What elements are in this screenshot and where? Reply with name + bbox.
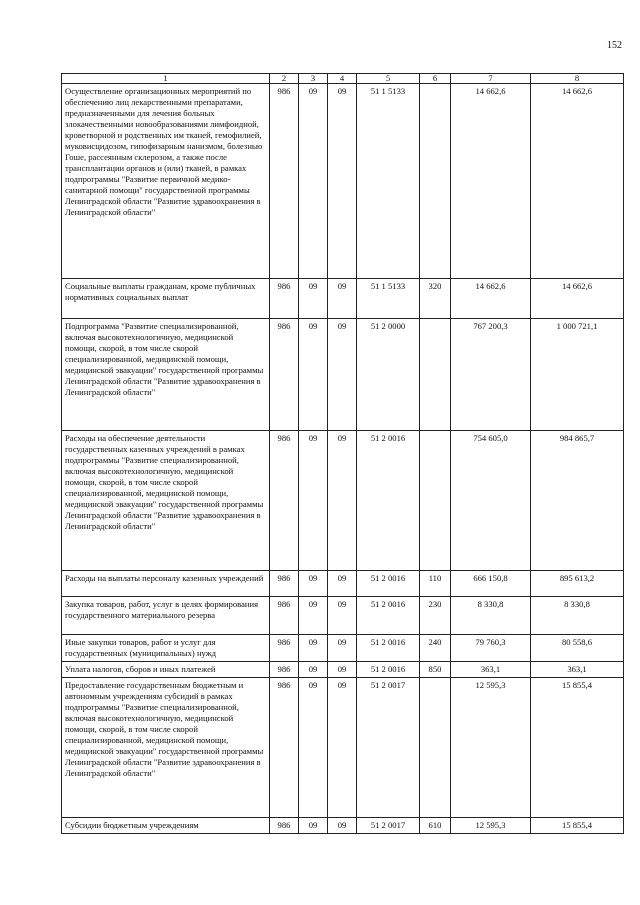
row-amount-1: 14 662,6 (451, 84, 531, 279)
row-ministry-code: 986 (270, 818, 299, 834)
row-amount-2: 1 000 721,1 (531, 319, 624, 431)
row-section-code: 09 (299, 84, 328, 279)
row-subsection-code: 09 (328, 84, 357, 279)
row-description: Расходы на обеспечение деятельности государственных казенных учреждений в рамках подпрограммы "Развитие специализированной, включая высокотехнологичную, медицинской помощи, скорой, в том числе скорой специализированной, медицинской помощи, медицинской эвакуации" государственной программы Ленинградской области "Развитие здравоохранения в Ленинградской области" (62, 431, 270, 571)
row-target-code: 51 2 0017 (357, 818, 420, 834)
row-ministry-code: 986 (270, 597, 299, 635)
row-ministry-code: 986 (270, 635, 299, 662)
row-section-code: 09 (299, 571, 328, 597)
row-subsection-code: 09 (328, 678, 357, 818)
header-cell: 8 (531, 74, 624, 84)
row-amount-1: 12 595,3 (451, 818, 531, 834)
row-expense-type: 240 (420, 635, 451, 662)
row-amount-2: 8 330,8 (531, 597, 624, 635)
row-ministry-code: 986 (270, 662, 299, 678)
header-cell: 5 (357, 74, 420, 84)
row-target-code: 51 1 5133 (357, 279, 420, 319)
header-cell: 3 (299, 74, 328, 84)
row-subsection-code: 09 (328, 571, 357, 597)
table-row (62, 597, 624, 635)
row-description: Подпрограмма "Развитие специализированной, включая высокотехнологичную, медицинской помощи, скорой, в том числе скорой специализированной, медицинской помощи, медицинской эвакуации" государственной программы Ленинградской области "Развитие здравоохранения в Ленинградской области" (62, 319, 270, 431)
row-amount-2: 895 613,2 (531, 571, 624, 597)
row-target-code: 51 2 0016 (357, 431, 420, 571)
row-amount-1: 666 150,8 (451, 571, 531, 597)
row-ministry-code: 986 (270, 279, 299, 319)
row-amount-1: 754 605,0 (451, 431, 531, 571)
row-subsection-code: 09 (328, 279, 357, 319)
row-target-code: 51 2 0000 (357, 319, 420, 431)
table-row (62, 818, 624, 834)
table-row (62, 662, 624, 678)
row-description: Иные закупки товаров, работ и услуг для государственных (муниципальных) нужд (62, 635, 270, 662)
row-target-code: 51 2 0016 (357, 571, 420, 597)
row-expense-type: 320 (420, 279, 451, 319)
row-description: Уплата налогов, сборов и иных платежей (62, 662, 270, 678)
row-section-code: 09 (299, 818, 328, 834)
row-amount-2: 15 855,4 (531, 818, 624, 834)
row-section-code: 09 (299, 678, 328, 818)
row-ministry-code: 986 (270, 678, 299, 818)
row-section-code: 09 (299, 319, 328, 431)
row-description: Субсидии бюджетным учреждениям (62, 818, 270, 834)
row-expense-type (420, 84, 451, 279)
row-amount-2: 363,1 (531, 662, 624, 678)
row-ministry-code: 986 (270, 431, 299, 571)
header-cell: 1 (62, 74, 270, 84)
row-amount-1: 14 662,6 (451, 279, 531, 319)
budget-table (61, 73, 624, 834)
row-ministry-code: 986 (270, 84, 299, 279)
row-amount-2: 15 855,4 (531, 678, 624, 818)
row-amount-1: 79 760,3 (451, 635, 531, 662)
row-description: Расходы на выплаты персоналу казенных учреждений (62, 571, 270, 597)
row-amount-1: 8 330,8 (451, 597, 531, 635)
header-cell: 4 (328, 74, 357, 84)
row-target-code: 51 1 5133 (357, 84, 420, 279)
row-subsection-code: 09 (328, 319, 357, 431)
table-row (62, 431, 624, 571)
table-row (62, 678, 624, 818)
row-subsection-code: 09 (328, 818, 357, 834)
row-section-code: 09 (299, 662, 328, 678)
row-target-code: 51 2 0016 (357, 662, 420, 678)
page-number: 152 (607, 40, 622, 51)
row-amount-1: 767 200,3 (451, 319, 531, 431)
row-amount-2: 14 662,6 (531, 84, 624, 279)
table-header-row (62, 74, 624, 84)
row-target-code: 51 2 0017 (357, 678, 420, 818)
row-expense-type: 610 (420, 818, 451, 834)
header-cell: 2 (270, 74, 299, 84)
row-ministry-code: 986 (270, 319, 299, 431)
header-cell: 6 (420, 74, 451, 84)
row-ministry-code: 986 (270, 571, 299, 597)
table-row (62, 319, 624, 431)
row-description: Осуществление организационных мероприятий по обеспечению лиц лекарственными препаратами, предназначенными для лечения больных злокачественными новообразованиями лимфоидной, кроветворной и родственных им тканей, гемофилией, муковисцидозом, гипофизарным нанизмом, болезнью Гоше, рассеянным склерозом, а также после трансплантации органов и (или) тканей, в рамках подпрограммы "Развитие первичной медико-санитарной помощи" государственной программы Ленинградской области "Развитие здравоохранения в Ленинградской области" (62, 84, 270, 279)
table-row (62, 279, 624, 319)
row-target-code: 51 2 0016 (357, 597, 420, 635)
row-section-code: 09 (299, 635, 328, 662)
row-amount-1: 363,1 (451, 662, 531, 678)
row-expense-type: 110 (420, 571, 451, 597)
row-amount-2: 14 662,6 (531, 279, 624, 319)
row-section-code: 09 (299, 279, 328, 319)
row-target-code: 51 2 0016 (357, 635, 420, 662)
row-expense-type: 850 (420, 662, 451, 678)
row-subsection-code: 09 (328, 597, 357, 635)
header-cell: 7 (451, 74, 531, 84)
row-description: Предоставление государственным бюджетным и автономным учреждениям субсидий в рамках подпрограммы "Развитие специализированной, включая высокотехнологичную, медицинской помощи, скорой, в том числе скорой специализированной, медицинской помощи, медицинской эвакуации" государственной программы Ленинградской области "Развитие здравоохранения в Ленинградской области" (62, 678, 270, 818)
row-expense-type (420, 319, 451, 431)
row-subsection-code: 09 (328, 635, 357, 662)
table-row (62, 571, 624, 597)
row-description: Закупка товаров, работ, услуг в целях формирования государственного материального резерва (62, 597, 270, 635)
row-expense-type (420, 678, 451, 818)
row-amount-2: 984 865,7 (531, 431, 624, 571)
row-expense-type (420, 431, 451, 571)
table-row (62, 84, 624, 279)
row-subsection-code: 09 (328, 431, 357, 571)
row-section-code: 09 (299, 431, 328, 571)
row-section-code: 09 (299, 597, 328, 635)
row-amount-2: 80 558,6 (531, 635, 624, 662)
row-amount-1: 12 595,3 (451, 678, 531, 818)
row-subsection-code: 09 (328, 662, 357, 678)
row-expense-type: 230 (420, 597, 451, 635)
row-description: Социальные выплаты гражданам, кроме публичных нормативных социальных выплат (62, 279, 270, 319)
table-row (62, 635, 624, 662)
